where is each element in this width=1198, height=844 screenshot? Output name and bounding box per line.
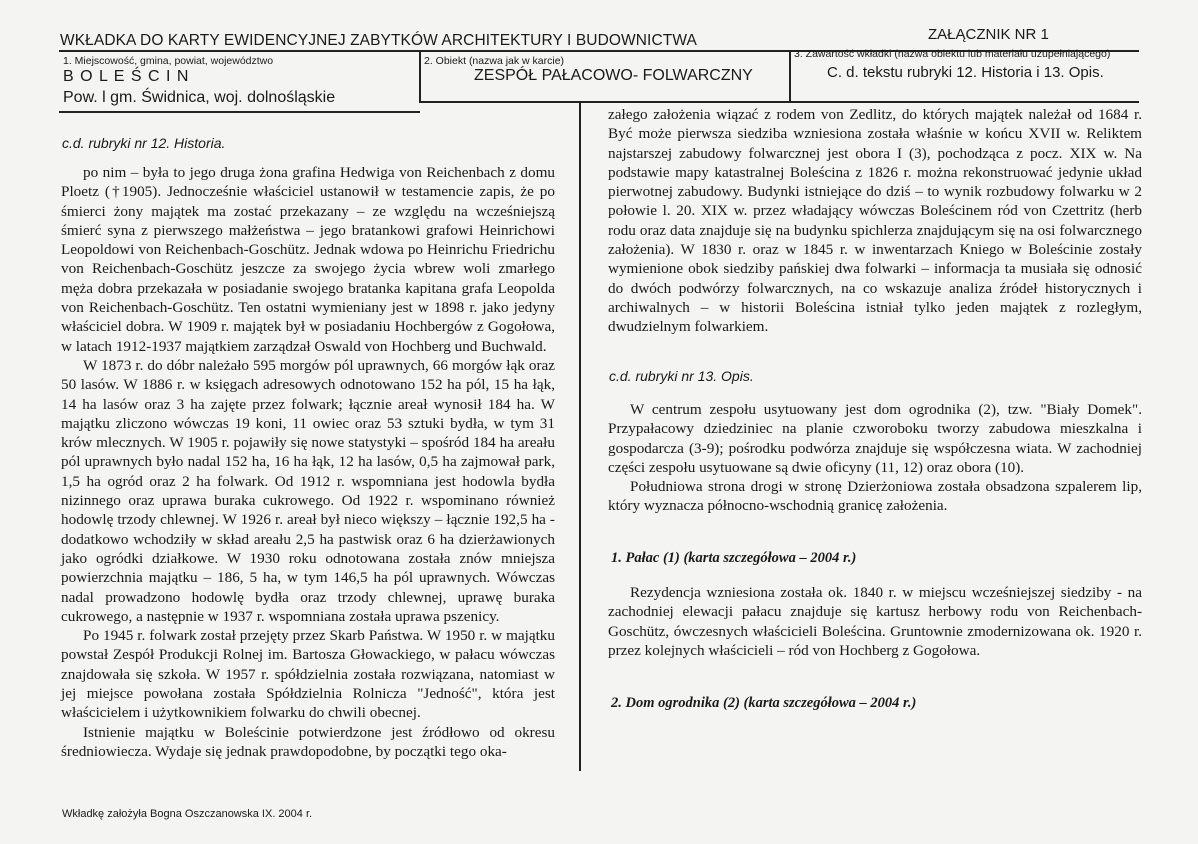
history-paragraph-3: Po 1945 r. folwark został przejęty przez Skarb Państwa. W 1950 r. w majątku powstał Zespół Produkcji Rolnej im. Bartosza Głowackiego, w pałacu wówczas znajdowała się szkoła. W 1957 r. spółdzielnia została rozwiązana, natomiast w jej miejsce powołana została Spółdzielnia Rolnicza "Jedność", która jest właścicielem i użytkownikiem folwarku do chwili obecnej. <box>61 627 555 722</box>
header-bottom-rule <box>419 101 1139 103</box>
field-2-label: 2. Obiekt (nazwa jak w karcie) <box>424 55 565 67</box>
history-paragraph-1: po nim – była to jego druga żona grafina Hedwiga von Reichenbach z domu Ploetz (†1905). Jednocześnie właściciel ustanowił w testamencie zapis, że po śmierci żony majątek ma zostać przekazany – ze względu na wcześniejszą śmierć syna z pierwszego małżeństwa – jego bratankowi grafowi Heinrichowi Leopoldowi von Reichenbach-Goschütz. Jednak wdowa po Heinrichu Friedrichu von Reichenbach-Goschütz jeszcze za swojego życia wbrew woli zmarłego męża dobra przekazała w posiadanie swojego bratanka kapitana grafa Leopolda von Reichenbach-Goschütz. Ten ostatni wymieniany jest w 1898 r. jako jedyny właściciel dobra. W 1909 r. majątek był w posiadaniu Hochbergów z Gogołowa, w latach 1912-1937 majątkiem zarządzał Oswald von Hochberg und Buchwald. <box>61 164 555 355</box>
palace-subheading: 1. Pałac (1) (karta szczegółowa – 2004 r.) <box>611 550 857 566</box>
palace-paragraph: Rezydencja wzniesiona została ok. 1840 r. w miejscu wcześniejszej siedziby - na zachodniej elewacji pałacu znajduje się kartusz herbowy rodu von Reichenbach-Goschütz, ówczesnych właścicieli Boleścina. Gruntownie zmodernizowana ok. 1920 r. przez kolejnych właścicieli – ród von Hochberg z Gogołowa. <box>608 584 1142 659</box>
gardener-house-subheading: 2. Dom ogrodnika (2) (karta szczegółowa – 2004 r.) <box>611 695 917 711</box>
field-1-district: Pow. l gm. Świdnica, woj. dolnośląskie <box>63 89 336 106</box>
history-paragraph-4: Istnienie majątku w Boleścinie potwierdzone jest źródłowo od okresu średniowiecza. Wydaje się jednak prawdopodobne, by początki tego oka- <box>61 723 555 760</box>
field-1-locality: B O L E Ś C I N <box>63 68 190 85</box>
history-heading: c.d. rubryki nr 12. Historia. <box>62 135 226 151</box>
header-divider-2 <box>789 50 791 102</box>
left-column-text <box>61 163 555 761</box>
header-divider-1 <box>419 50 421 102</box>
field-1-label: 1. Miejscowość, gmina, powiat, województwo <box>63 55 274 67</box>
palace-text <box>608 583 1142 660</box>
author-footer: Wkładkę założyła Bogna Oszczanowska IX. 2004 r. <box>62 808 313 820</box>
column-divider <box>579 101 581 771</box>
field-3-content: C. d. tekstu rubryki 12. Historia i 13. Opis. <box>827 64 1104 81</box>
form-title: WKŁADKA DO KARTY EWIDENCYJNEJ ZABYTKÓW ARCHITEKTURY I BUDOWNICTWA <box>60 32 697 49</box>
history-paragraph-2: W 1873 r. do dóbr należało 595 morgów pól uprawnych, 66 morgów łąk oraz 50 lasów. W 1886 r. w księgach adresowych odnotowano 152 ha pól, 15 ha łąk, 14 ha lasów oraz 3 ha zajęte przez folwark; łącznie areał wynosił 184 ha. W majątku zliczono wówczas 19 koni, 11 owiec oraz 53 sztuki bydła, w tym 31 krów mlecznych. W 1905 r. pojawiły się nowe statystyki – spośród 184 ha areału pól uprawnych było nadal 152 ha, 16 ha łąk, 12 ha lasów, 0,5 ha zajmował park, 1,5 ha ogród oraz 2 ha folwark. Od 1912 r. wspomniana jest hodowla bydła nizinnego oraz uprawa buraka cukrowego. Od 1922 r. wspominano również hodowlę trzody chlewnej. W 1926 r. areał był nieco większy – łącznie 192,5 ha - dodatkowo wchodziły w skład areału 2,5 ha pastwisk oraz 6 ha dzierżawionych jako ogródki działkowe. W 1930 roku odnotowana została znów mniejsza powierzchnia majątku – 186, 5 ha, w tym 146,5 ha pól uprawnych. Wówczas nadal prowadzono hodowlę bydła oraz trzody chlewnej, uprawę buraka cukrowego, a następnie w 1937 r. wspomniana została uprawa pszenicy. <box>61 356 555 625</box>
description-paragraph-1: W centrum zespołu usytuowany jest dom ogrodnika (2), tzw. "Biały Domek". Przypałacowy dziedziniec na planie czworoboku tworzy zabudowa mieszkalna i gospodarcza (3-9); pośrodku podwórza znajduje się współczesna wiata. W zachodniej części zespołu usytuowane są dwie oficyny (11, 12) oraz obora (10). <box>608 401 1142 476</box>
description-text <box>608 400 1142 516</box>
description-paragraph-2: Południowa strona drogi w stronę Dzierżoniowa została obsadzona szpalerem lip, który wyznacza północno-wschodnią granicę założenia. <box>608 478 1142 515</box>
field-2-object: ZESPÓŁ PAŁACOWO- FOLWARCZNY <box>474 67 753 84</box>
field-3-label: 3. Zawartość wkładki (nazwa obiektu lub materiału uzupełniającego) <box>794 48 1111 60</box>
left-bottom-rule <box>59 111 420 113</box>
description-heading: c.d. rubryki nr 13. Opis. <box>609 368 754 384</box>
history-paragraph-5: załego założenia wiązać z rodem von Zedlitz, do których majątek należał od 1684 r. Być może pierwsza siedziba wzniesiona została właśnie w końcu XVII w. Reliktem najstarszej zabudowy folwarcznej jest obora I (3), pochodząca z pocz. XIX w. Na podstawie mapy katastralnej Boleścina z 1826 r. można rekonstruować jedynie układ pierwotnej zabudowy. Budynki istniejące do dziś – to wynik rozbudowy folwarku w 2 połowie l. 20. XIX w. przez władający wówczas Boleścinem ród von Czettritz (herb rodu oraz data znajduje się na budynku spichlerza znajdującym się na osi folwarcznego założenia). W 1830 r. oraz w 1845 r. w inwentarzach Kniego w Boleścinie zostały wymienione obok siedziby pańskiej dwa folwarki – informacja ta musiała się odnosić do dwóch podwórzy folwarcznych, na co wskazuje analiza źródeł historycznych i archiwalnych – w historii Boleścina istniał tylko jeden majątek z rozległym, dwudzielnym folwarkiem. <box>608 106 1142 336</box>
history-continuation <box>608 105 1142 337</box>
annex-label: ZAŁĄCZNIK NR 1 <box>928 26 1049 43</box>
